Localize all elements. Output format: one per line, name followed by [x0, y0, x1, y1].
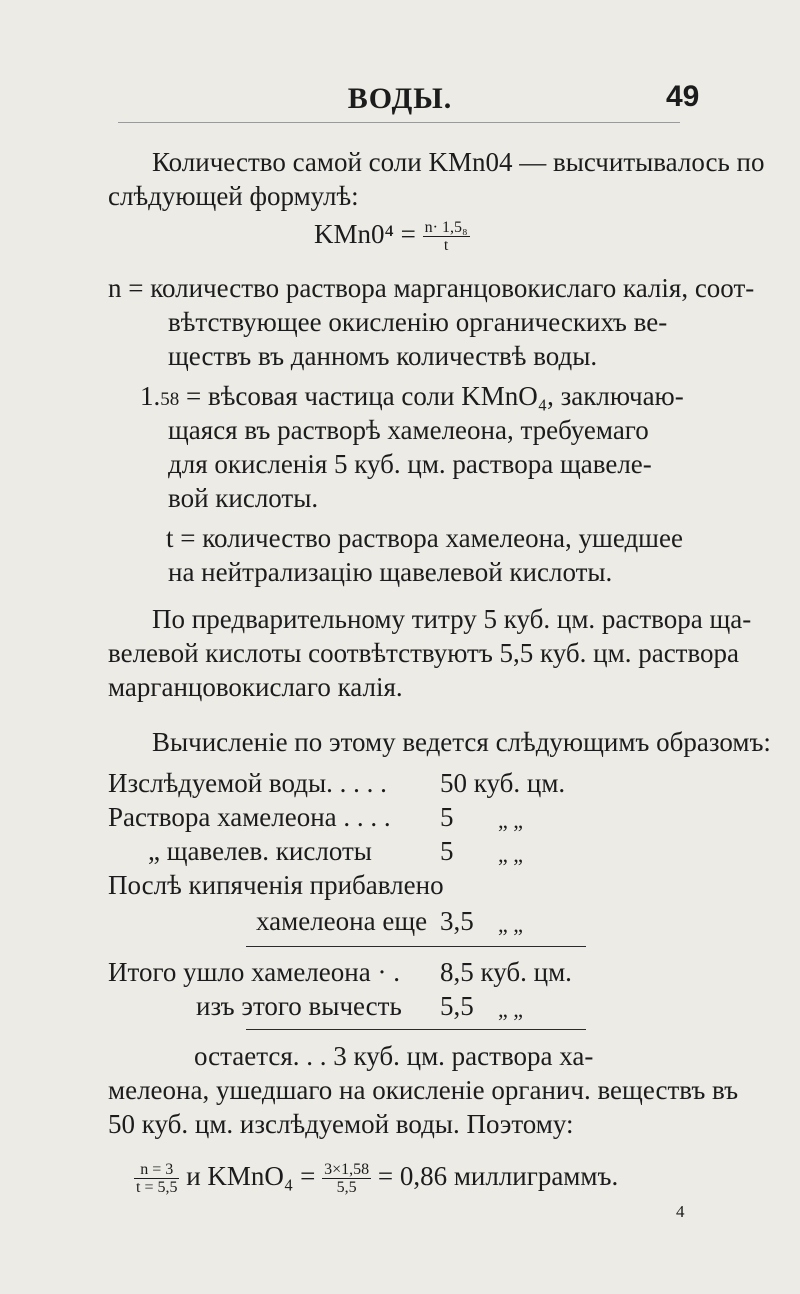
calc-subtract-label: изъ этого вычесть [196, 991, 402, 1021]
formula-kmno4-numerator: n· 1,5₈ [424, 219, 468, 237]
formula-result-denominator: 5,5 [336, 1179, 357, 1197]
formula-result-t: t = 5,5 [136, 1179, 178, 1197]
definition-weight-text: = вѣсовая частица соли KMnO₄, заключаю- [186, 381, 684, 411]
definition-weight-line4: вой кислоты. [168, 483, 319, 513]
definition-n-line3: ществъ въ данномъ количествѣ воды. [168, 341, 598, 371]
calc-row-value: 50 куб. цм. [440, 768, 566, 798]
definition-weight-sub: 58 [160, 389, 180, 410]
calc-row-label: Раствора хамелеона . . . . [108, 802, 391, 832]
ditto-marks: „ „ [498, 997, 524, 1022]
definition-weight-line2: щаяся въ растворѣ хамелеона, требуемаго [168, 415, 649, 445]
paragraph4-line3: 50 куб. цм. изслѣдуемой воды. Поэтому: [108, 1109, 574, 1139]
difference-rule [246, 1029, 586, 1030]
formula-result-fraction [322, 1161, 371, 1196]
paragraph2-line3: марганцовокислаго калія. [108, 672, 403, 702]
paragraph2-line1: По предварительному титру 5 куб. цм. раствора ща- [152, 604, 752, 634]
definition-weight-line1 [140, 380, 684, 416]
calc-subtract-value: 5,5 [440, 991, 474, 1021]
formula-kmno4-fraction [423, 219, 470, 254]
calc-row-label: Послѣ кипяченія прибавлено [108, 870, 444, 900]
paragraph2-line2: велевой кислоты соотвѣтствуютъ 5,5 куб. цм. раствора [108, 638, 740, 668]
definition-weight-line3: для окисленія 5 куб. цм. раствора щавеле- [168, 449, 652, 479]
calc-row-value: 5 [440, 836, 454, 866]
ditto-marks: „ „ [498, 912, 524, 937]
formula-kmno4 [314, 218, 470, 254]
calc-total-value: 8,5 куб. цм. [440, 957, 572, 987]
page-number: 49 [666, 80, 700, 113]
formula-result-given [134, 1161, 179, 1196]
formula-result-numerator: 3×1,58 [324, 1161, 370, 1179]
definition-weight-term: 1. [140, 381, 161, 411]
paragraph4-line1: остается. . . 3 куб. цм. раствора ха- [194, 1041, 594, 1071]
definition-n-line2: вѣтствующее окисленію органическихъ ве- [168, 307, 668, 337]
calc-row-label: хамелеона еще [256, 906, 428, 936]
paragraph4-line2: мелеона, ушедшаго на окисленіе органич. веществъ въ [108, 1075, 739, 1105]
calc-row-value: 5 [440, 802, 454, 832]
definition-t-line1: t = количество раствора хамелеона, ушедшее [166, 523, 683, 553]
running-head-title: ВОДЫ. [347, 82, 453, 115]
paragraph1-line2: слѣдующей формулѣ: [108, 181, 359, 211]
formula-result-value: = 0,86 миллиграммъ. [377, 1161, 619, 1191]
calc-row-label: „ щавелев. кислоты [148, 836, 372, 866]
paragraph1-line1: Количество самой соли KMn04 — высчитывалось по [152, 147, 765, 177]
calc-total-label: Итого ушло хамелеона · . [108, 957, 400, 987]
header-rule [118, 122, 680, 123]
formula-result-n: n = 3 [134, 1161, 179, 1179]
calc-row-label: Изслѣдуемой воды. . . . . [108, 768, 387, 798]
formula-result [134, 1160, 618, 1196]
formula-result-conj: и KMnO₄ = [186, 1161, 316, 1191]
ditto-marks: „ „ [498, 808, 524, 833]
formula-kmno4-lhs: KMn0⁴ = [314, 219, 416, 249]
formula-kmno4-denominator: t [443, 237, 449, 255]
ditto-marks: „ „ [498, 842, 524, 867]
sum-rule [246, 946, 586, 947]
definition-n-line1: n = количество раствора марганцовокислаго калія, соот- [108, 273, 755, 303]
definition-t-line2: на нейтрализацію щавелевой кислоты. [168, 557, 613, 587]
signature-mark: 4 [676, 1202, 685, 1221]
paragraph3-line1: Вычисленіе по этому ведется слѣдующимъ образомъ: [152, 727, 771, 757]
calc-row-value: 3,5 [440, 906, 474, 936]
